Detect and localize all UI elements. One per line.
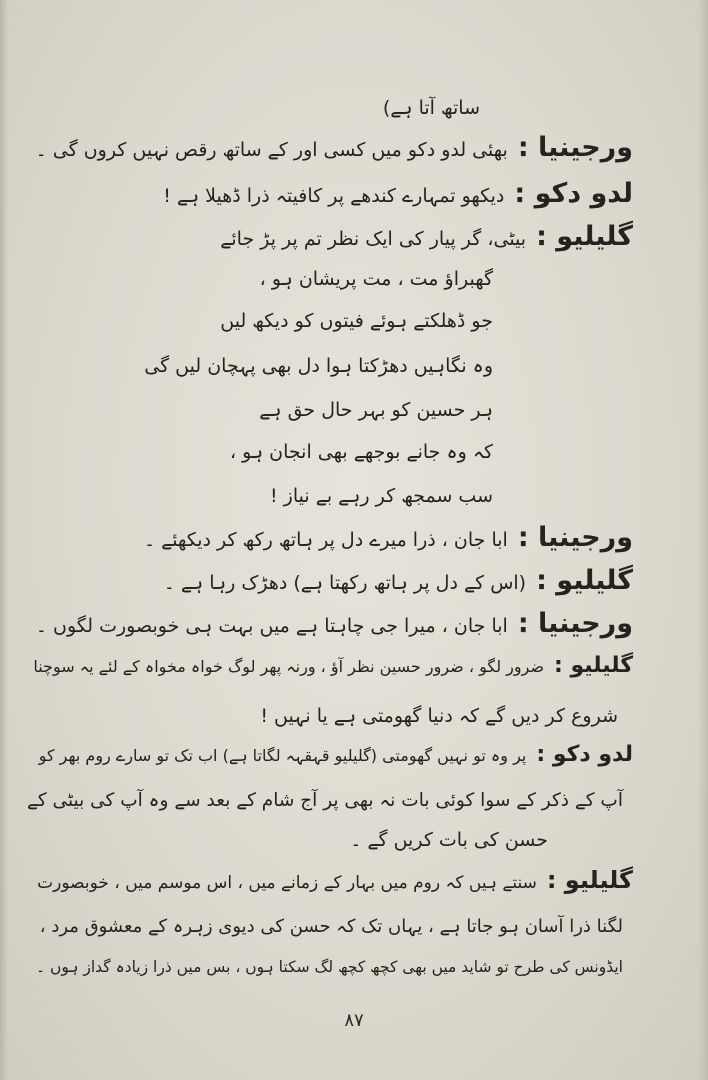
line-text: ایڈونس کی طرح تو شاید میں بھی کچھ کچھ لگ سکتا ہوں ، بس میں ذرا زیادہ گداز ہوں ۔ — [35, 958, 623, 976]
line-text: وہ نگاہیں دھڑکتا ہوا دل بھی پہچان لیں گی — [144, 355, 493, 377]
verse-line — [144, 350, 503, 380]
continuation-line — [350, 824, 558, 854]
line-text: کہ وہ جانے بوجھے بھی انجان ہو ، — [230, 441, 493, 463]
continuation-line — [260, 700, 628, 730]
continuation-line — [36, 952, 633, 981]
line-text: ابا جان ، ذرا میرے دل پر ہاتھ رکھ کر دیکھئے ۔ — [143, 529, 508, 551]
speaker-label: لدو دکو : — [514, 178, 633, 209]
dialogue-line — [36, 610, 633, 640]
line-text: ابا جان ، میرا جی چاہتا ہے میں بہت ہی خوبصورت لگوں ۔ — [35, 615, 508, 637]
continuation-line — [40, 910, 633, 941]
text-line — [383, 92, 490, 122]
speaker-label: ورجینیا : — [517, 608, 633, 639]
speaker-label: گلیلیو : — [546, 866, 633, 894]
line-text: ساتھ آتا ہے) — [382, 97, 480, 119]
verse-line — [220, 305, 503, 335]
dialogue-line — [163, 180, 633, 210]
speaker-label: گلیلیو : — [536, 221, 633, 252]
line-text: آپ کے ذکر کے سوا کوئی بات نہ بھی پر آج شام کے بعد سے وہ آپ کی بیٹی کے — [27, 790, 623, 811]
speaker-label: گلیلیو : — [536, 565, 633, 596]
verse-line — [270, 480, 503, 510]
speaker-label: ورجینیا : — [517, 132, 633, 163]
line-text: لگنا ذرا آسان ہو جاتا ہے ، یہاں تک کہ حسن کی دیوی زہرہ کے معشوق مرد ، — [39, 916, 623, 937]
page-number: ۸۷ — [344, 1010, 364, 1031]
dialogue-line — [164, 567, 633, 597]
line-text: بیٹی، گر پیار کی ایک نظر تم پر پڑ جائے — [220, 228, 527, 250]
dialogue-line — [33, 652, 633, 681]
line-text: ہر حسین کو بہر حال حق ہے — [259, 399, 493, 421]
line-text: ضرور لگو ، ضرور حسین نظر آؤ ، ورنہ پھر لوگ خواہ مخواہ کے لئے یہ سوچنا — [33, 657, 545, 676]
continuation-line — [27, 784, 633, 815]
speaker-label: لدو دکو : — [536, 742, 633, 767]
line-text: پر وہ تو نہیں گھومتی (گلیلیو قہقہہ لگاتا ہے) اب تک تو سارے روم بھر کو — [38, 746, 527, 765]
dialogue-line — [220, 223, 633, 253]
dialogue-line — [37, 866, 633, 897]
dialogue-line — [36, 134, 633, 164]
line-text: دیکھو تمہارے کندھے پر کافیتہ ذرا ڈھیلا ہے ! — [163, 185, 505, 207]
speaker-label: ورجینیا : — [517, 522, 633, 553]
line-text: حسن کی بات کریں گے ۔ — [350, 829, 548, 851]
line-text: سنتے ہیں کہ روم میں بہار کے زمانے میں ، اس موسم میں ، خوبصورت — [37, 873, 537, 893]
speaker-label: گلیلیو : — [554, 653, 633, 678]
verse-line — [259, 394, 503, 424]
line-text: بھئی لدو دکو میں کسی اور کے ساتھ رقص نہیں کروں گی ۔ — [35, 139, 508, 161]
line-text: جو ڈھلکتے ہوئے فیتوں کو دیکھ لیں — [220, 310, 493, 332]
line-text: شروع کر دیں گے کہ دنیا گھومتی ہے یا نہیں ! — [260, 705, 618, 727]
verse-line — [260, 263, 503, 293]
dialogue-line — [39, 741, 633, 770]
verse-line — [230, 436, 503, 466]
line-text: (اس کے دل پر ہاتھ رکھتا ہے) دھڑک رہا ہے ۔ — [163, 572, 527, 594]
line-text: سب سمجھ کر رہے بے نیاز ! — [270, 485, 493, 507]
line-text: گھبراؤ مت ، مت پریشان ہو ، — [259, 268, 493, 290]
dialogue-line — [144, 524, 633, 554]
